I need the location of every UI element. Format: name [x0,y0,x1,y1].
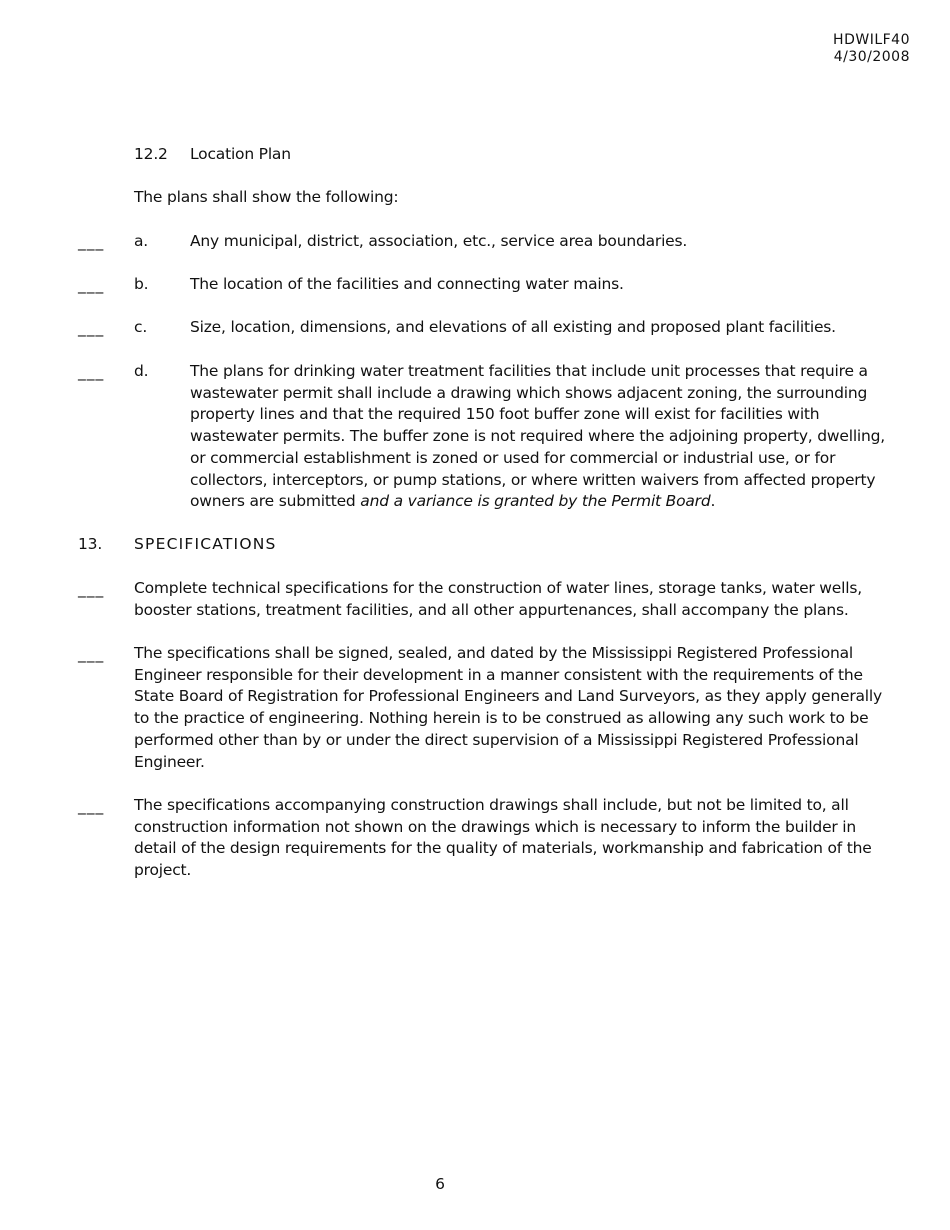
checkbox-blank-spec-1: ___ [78,580,105,598]
checkbox-blank-a: ___ [78,233,105,251]
item-text-c: Size, location, dimensions, and elevations of all existing and proposed plant facilities. [190,318,836,336]
item-letter-a: a. [134,232,149,250]
document-code: HDWILF40 [833,32,910,48]
item-text-b: The location of the facilities and connecting water mains. [190,275,624,293]
checkbox-blank-d: ___ [78,363,105,381]
spec-paragraph-3: The specifications accompanying construction drawings shall include, but not be limited to, all construction information not shown on the drawings which is necessary to inform the builder in detail of the design requirements for the quality of materials, workmanship and fabrication of the project. [134,796,872,880]
item-letter-c: c. [134,318,148,336]
checkbox-blank-c: ___ [78,319,105,337]
spec-paragraph-2: The specifications shall be signed, sealed, and dated by the Mississippi Registered Professional Engineer responsible for their development in a manner consistent with the requirements of the State Board of Registration for Professional Engineers and Land Surveyors, as they apply generally to the practice of engineering. Nothing herein is to be construed as allowing any such work to be performed other than by or under the direct supervision of a Mississippi Registered Professional Engineer. [134,644,882,771]
item-text-d-end: . [710,492,716,511]
page-number: 6 [435,1175,445,1193]
section-12-2-intro: The plans shall show the following: [134,188,399,206]
item-text-d-main: The plans for drinking water treatment facilities that include unit processes that require a wastewater permit shall include a drawing which shows adjacent zoning, the surrounding property lines and that the required 150 foot buffer zone will exist for facilities with wastewater permits. The buffer zone is not required where the adjoining property, dwelling, or commercial establishment is zoned or used for commercial or industrial use, or for collectors, interceptors, or pump stations, or where written waivers from affected property owners are submitted [190,362,886,511]
spec-paragraph-1: Complete technical specifications for the construction of water lines, storage tanks, water wells, booster stations, treatment facilities, and all other appurtenances, shall accompany the plans. [134,579,862,619]
document-date: 4/30/2008 [833,49,910,65]
section-12-2-title: Location Plan [190,145,291,163]
item-text-d-italic: and a variance is granted by the Permit Board [360,492,711,511]
section-13-number: 13. [78,535,103,553]
checkbox-blank-spec-2: ___ [78,645,105,663]
item-letter-d: d. [134,362,149,380]
item-text-a: Any municipal, district, association, etc., service area boundaries. [190,232,688,250]
item-letter-b: b. [134,275,149,293]
item-text-d [190,361,890,513]
section-12-2-number: 12.2 [134,145,168,163]
document-header [833,32,910,66]
checkbox-blank-spec-3: ___ [78,797,105,815]
checkbox-blank-b: ___ [78,276,105,294]
section-13-title: SPECIFICATIONS [134,535,277,553]
